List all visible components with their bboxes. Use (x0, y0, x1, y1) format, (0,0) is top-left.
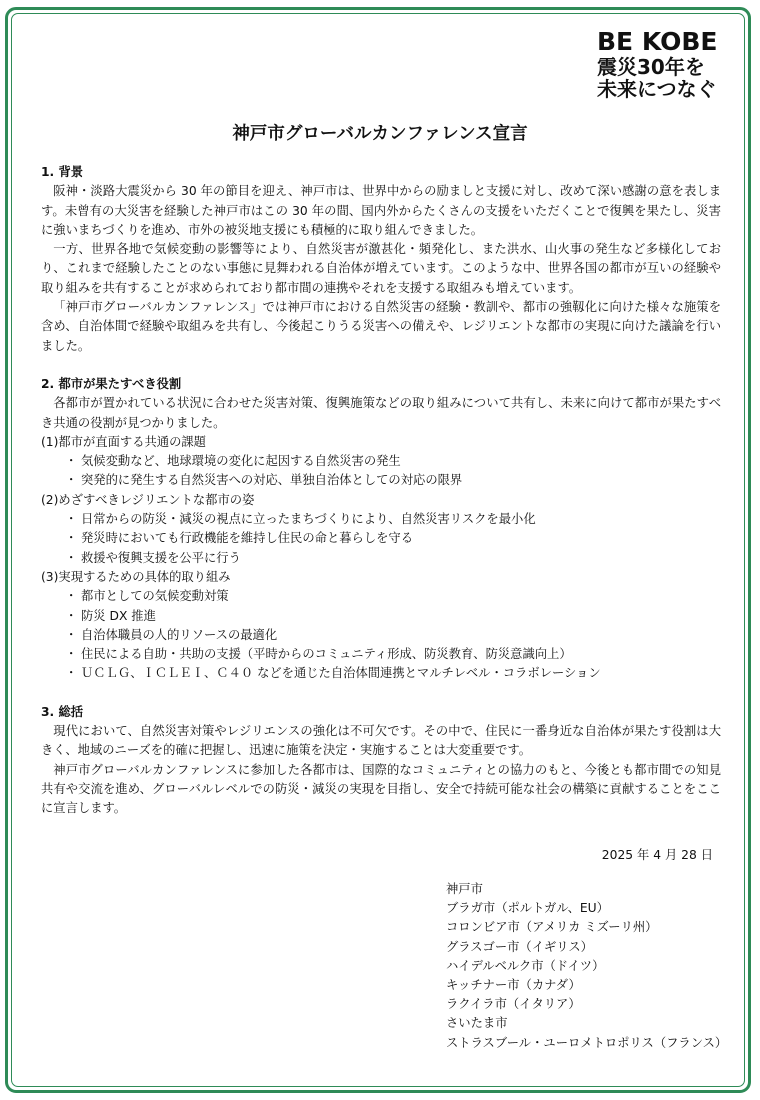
section-1-paragraph: 「神戸市グローバルカンファレンス」では神戸市における自然災害の経験・教訓や、都市の強靱化に向けた様々な施策を含め、自治体間で経験や取組みを共有し、今後起こりうる災害への備えや、レジリエントな都市の実現に向けた議論を行いました。 (41, 300, 721, 353)
signatory: コロンビア市（アメリカ ミズーリ州） (446, 920, 658, 935)
list-item: ・ 都市としての気候変動対策 (65, 589, 229, 604)
signatory: グラスゴー市（イギリス） (446, 939, 593, 954)
signatory: ラクイラ市（イタリア） (446, 997, 581, 1012)
signatory: ハイデルベルク市（ドイツ） (446, 958, 605, 973)
section-2-heading: 2. 都市が果たすべき役割 (41, 376, 182, 391)
signatory: キッチナー市（カナダ） (446, 978, 581, 993)
section-1-paragraph: 一方、世界各地で気候変動の影響等により、自然災害が激甚化・頻発化し、また洪水、山火事の発生など多様化しており、これまで経験したことのない事態に見舞われる自治体が増えています。このような中、世界各国の都市が互いの経験や取り組みを共有することが求められており都市間の連携やそれを支援する取組みも増えています。 (41, 242, 721, 295)
list-item: ・ 住民による自助・共助の支援（平時からのコミュニティ形成、防災教育、防災意識向上） (65, 647, 572, 662)
list-item: ・ 突発的に発生する自然災害への対応、単独自治体としての対応の限界 (65, 473, 463, 488)
signatory: さいたま市 (446, 1016, 508, 1031)
signatory: 神戸市 (446, 882, 483, 896)
list-item: ・ 防災 DX 推進 (65, 608, 156, 623)
signatory: ブラガ市（ポルトガル、EU） (446, 901, 609, 916)
list-item: ・ 発災時においても行政機能を維持し住民の命と暮らしを守る (65, 531, 414, 546)
be-kobe-logo (597, 28, 727, 101)
declaration-date: 2025 年 4 月 28 日 (601, 848, 713, 862)
section-2-intro: 各都市が置かれている状況に合わせた災害対策、復興施策などの取り組みについて共有し、未来に向けて都市が果たすべき共通の役割が見つかりました。 (41, 396, 721, 430)
list-item: ・ ＵＣＬＧ、ＩＣＬＥＩ、Ｃ４０ などを通じた自治体間連携とマルチレベル・コラボレーション (65, 666, 601, 681)
logo-line-1: BE KOBE (597, 27, 718, 56)
list-item: ・ 日常からの防災・減災の視点に立ったまちづくりにより、自然災害リスクを最小化 (65, 512, 536, 527)
subsection-title: (2)めざすべきレジリエントな都市の姿 (41, 492, 255, 507)
section-3-heading: 3. 総括 (41, 704, 84, 719)
list-item: ・ 気候変動など、地球環境の変化に起因する自然災害の発生 (65, 454, 401, 469)
list-item: ・ 救援や復興支援を公平に行う (65, 550, 241, 565)
section-3-paragraph: 神戸市グローバルカンファレンスに参加した各都市は、国際的なコミュニティとの協力のもと、今後とも都市間での知見共有や交流を進め、グローバルレベルでの防災・減災の実現を目指し、安全で持続可能な社会の構築に貢献することをここに宣言します。 (41, 762, 721, 816)
subsection-title: (1)都市が直面する共通の課題 (41, 434, 206, 449)
document-body (41, 163, 721, 819)
logo-line-2: 震災30年を (597, 55, 705, 79)
signatory-list (446, 880, 727, 1053)
section-3-paragraph: 現代において、自然災害対策やレジリエンスの強化は不可欠です。その中で、住民に一番身近な自治体が果たす役割は大きく、地域のニーズを的確に把握し、迅速に施策を決定・実施することは大変重要です。 (41, 724, 721, 758)
document-title: 神戸市グローバルカンファレンス宣言 (232, 124, 528, 144)
section-1-paragraph: 阪神・淡路大震災から 30 年の節目を迎え、神戸市は、世界中からの励ましと支援に対し、改めて深い感謝の意を表します。未曾有の大災害を経験した神戸市はこの 30 年の間、国内外からたくさんの支援をいただくことで復興を果たし、災害に強いまちづくりを進め、市外の被災地支援にも積極的に取り組んできました。 (41, 184, 721, 237)
signatory: ストラスブール・ユーロメトロポリス（フランス） (446, 1035, 728, 1050)
section-1-heading: 1. 背景 (41, 165, 84, 179)
logo-line-3: 未来につなぐ (597, 77, 717, 102)
list-item: ・ 自治体職員の人的リソースの最適化 (65, 627, 278, 642)
subsection-title: (3)実現するための具体的取り組み (41, 569, 231, 584)
